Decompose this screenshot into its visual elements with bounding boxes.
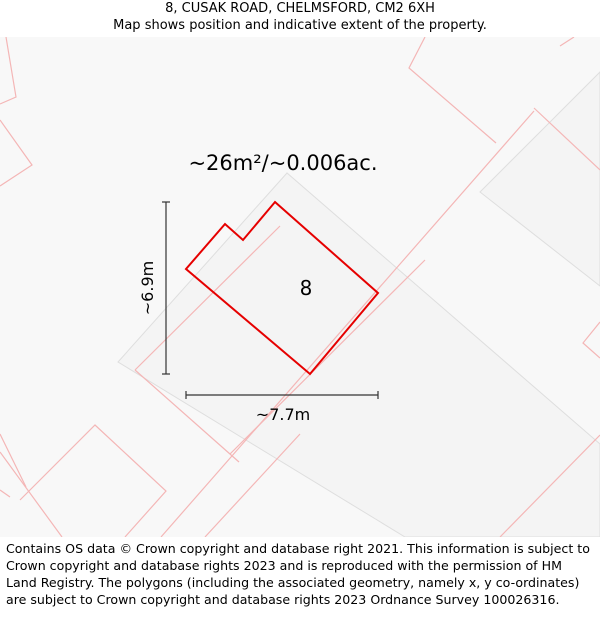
map-header xyxy=(0,0,600,36)
copyright-notice: Contains OS data © Crown copyright and database right 2021. This information is subject to Crown copyright and database rights 2023 and is reproduced with the permission of HM Land Registry. The polygons (including the associated geometry, namely x, y co-ordinates) are subject to Crown copyright and database rights 2023 Ordnance Survey 100026316. xyxy=(6,541,590,607)
plot-number: 8 xyxy=(299,276,313,300)
height-label: ~6.9m xyxy=(138,260,157,316)
property-address: 8, CUSAK ROAD, CHELMSFORD, CM2 6XH xyxy=(165,1,435,16)
width-label: ~7.7m xyxy=(255,405,311,424)
map-canvas[interactable] xyxy=(0,37,600,537)
area-label: ~26m²/~0.006ac. xyxy=(188,151,378,175)
map-subtitle: Map shows position and indicative extent of the property. xyxy=(113,18,487,33)
